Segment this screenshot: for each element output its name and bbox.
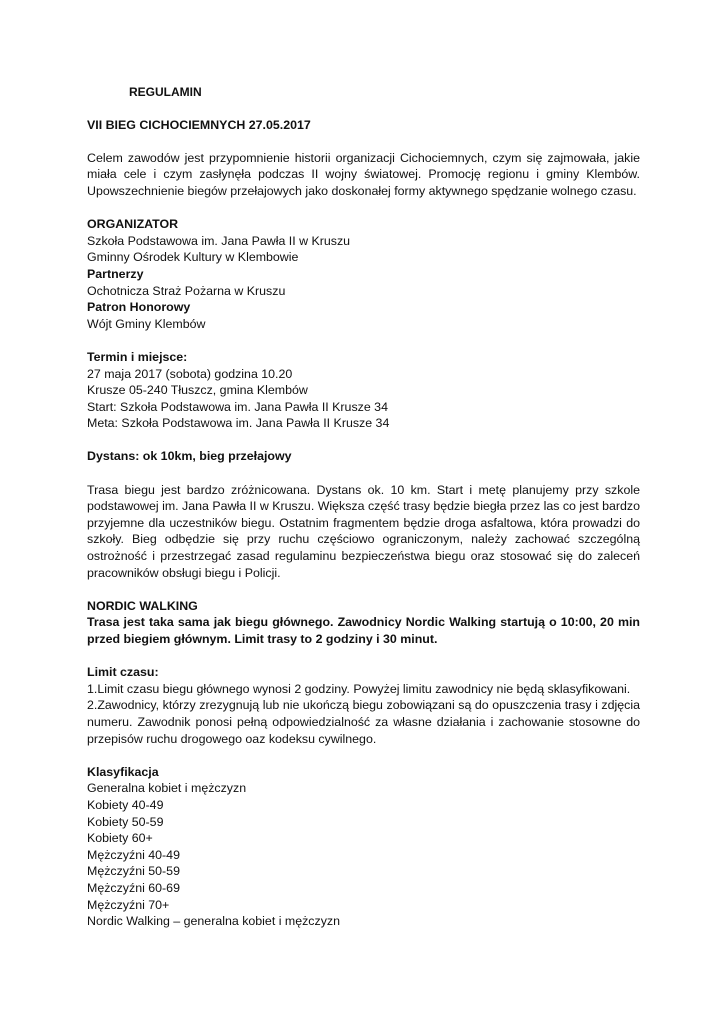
nordic-heading: NORDIC WALKING bbox=[87, 598, 198, 613]
classification-item: Mężczyźni 50-59 bbox=[87, 864, 180, 879]
term-line: Krusze 05-240 Tłuszcz, gmina Klembów bbox=[87, 383, 308, 398]
limit-heading: Limit czasu: bbox=[87, 665, 159, 680]
organizer-heading: ORGANIZATOR bbox=[87, 217, 179, 232]
doc-title: REGULAMIN bbox=[129, 85, 202, 99]
partner-line: Ochotnicza Straż Pożarna w Kruszu bbox=[87, 283, 286, 298]
classification-item: Mężczyźni 70+ bbox=[87, 897, 170, 912]
classification-item: Kobiety 50-59 bbox=[87, 814, 164, 829]
classification-item: Mężczyźni 60-69 bbox=[87, 880, 180, 895]
term-heading: Termin i miejsce: bbox=[87, 349, 188, 364]
intro-paragraph: Celem zawodów jest przypomnienie historii organizacji Cichociemnych, czym się zajmowała, jakie miała cele i czym zasłynęła podczas II wojny światowej. Promocję regionu i gminy Klembów. Upowszechnienie biegów przełajowych jako doskonałej formy aktywnego spędzanie wolnego czasu. bbox=[87, 150, 640, 198]
organizer-line: Szkoła Podstawowa im. Jana Pawła II w Kruszu bbox=[87, 233, 351, 248]
term-line: Start: Szkoła Podstawowa im. Jana Pawła II Krusze 34 bbox=[87, 399, 388, 414]
classification-item: Nordic Walking – generalna kobiet i mężczyzn bbox=[87, 914, 340, 929]
term-line: 27 maja 2017 (sobota) godzina 10.20 bbox=[87, 366, 293, 381]
classification-item: Kobiety 40-49 bbox=[87, 797, 164, 812]
classification-item: Generalna kobiet i mężczyzn bbox=[87, 781, 247, 796]
limit-item-2: 2.Zawodnicy, którzy zrezygnują lub nie ukończą biegu zobowiązani są do opuszczenia trasy i zdjęcia numeru. Zawodnik ponosi pełną odpowiedzialność za własne działania i zachowanie stosowne do przepisów ruchu drogowego oaz kodeksu cywilnego. bbox=[87, 698, 640, 746]
patron-heading: Patron Honorowy bbox=[87, 300, 191, 315]
partners-heading: Partnerzy bbox=[87, 266, 144, 281]
patron-line: Wójt Gminy Klembów bbox=[87, 316, 206, 331]
classification-heading: Klasyfikacja bbox=[87, 764, 159, 779]
route-paragraph: Trasa biegu jest bardzo zróżnicowana. Dystans ok. 10 km. Start i metę planujemy przy szkole podstawowej im. Jana Pawła II w Kruszu. Większa część trasy będzie biegła przez las co jest bardzo przyjemne dla uczestników biegu. Ostatnim fragmentem będzie droga asfaltowa, która prowadzi do szkoły. Bieg odbędzie się przy ruchu częściowo ograniczonym, należy zachować szczególną ostrożność i przestrzegać zasad regulaminu bezpieczeństwa biegu oraz stosować się do zaleceń pracowników obsługi biegu i Policji. bbox=[87, 482, 640, 580]
event-heading: VII BIEG CICHOCIEMNYCH 27.05.2017 bbox=[87, 117, 311, 132]
nordic-paragraph: Trasa jest taka sama jak biegu głównego. Zawodnicy Nordic Walking startują o 10:00, 20 min przed biegiem głównym. Limit trasy to 2 godziny i 30 minut. bbox=[87, 615, 640, 646]
organizer-line: Gminny Ośrodek Kultury w Klembowie bbox=[87, 250, 299, 265]
limit-item-1: 1.Limit czasu biegu głównego wynosi 2 godziny. Powyżej limitu zawodnicy nie będą sklasyfikowani. bbox=[87, 681, 631, 696]
document-page bbox=[87, 84, 640, 930]
classification-item: Mężczyźni 40-49 bbox=[87, 847, 180, 862]
term-line: Meta: Szkoła Podstawowa im. Jana Pawła II Krusze 34 bbox=[87, 416, 390, 431]
classification-item: Kobiety 60+ bbox=[87, 831, 153, 846]
distance-heading: Dystans: ok 10km, bieg przełajowy bbox=[87, 449, 292, 464]
